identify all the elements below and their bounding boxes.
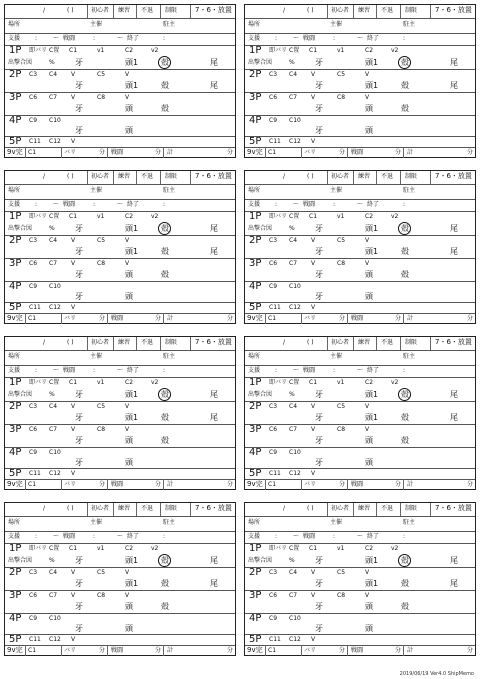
option-practice[interactable]: 練習 (358, 339, 371, 346)
place-row (5, 516, 235, 532)
option-beginner[interactable]: 初心者 (91, 505, 110, 512)
option-restricted[interactable]: 制限 (165, 7, 178, 14)
battle-start-label: 戦闘 (63, 35, 76, 42)
flagship-label: 駐主 (403, 353, 416, 360)
option-no-retreat[interactable]: 不退 (381, 7, 394, 14)
host-label: 主催 (90, 187, 103, 194)
option-no-retreat[interactable]: 不退 (381, 505, 394, 512)
phase-4-row: 4P C9 C10 (249, 447, 301, 458)
weekday-paren: ( ) (307, 505, 314, 512)
weekday-paren: ( ) (307, 339, 314, 346)
battle-start-label: 戦闘 (303, 201, 316, 208)
support-label: 支援 (8, 367, 21, 374)
phase-3-row: 3P C6 C7 V C8 V (9, 590, 130, 601)
host-label: 主催 (330, 519, 343, 526)
tail-label: 尾 (210, 556, 218, 565)
phase-3-row: 3P C6 C7 V C8 V (249, 92, 370, 103)
totals-row: 9v完 C1 バリ 分 戦闘 分 計 分 (247, 480, 474, 488)
phase-5-row: 5P C11 C12 V (245, 302, 475, 314)
record-card: / ( ) 初心者 練習 不退 制限 7・6・放置 場所 主催 駐主 支援 : ～ 戦闘 : ～ 終了 : 1P 即バリ C置 C1 v1 C2 v2 出撃合図 % 牙 頭1 殻 尾 2P C3 C4 V C5 V 牙 頭1 殻 尾 3P C6 C7 V C8 V 牙 頭 殻 4P C9 C10 牙 頭 5P C11 C12 V 9v完 C1 バリ 分 戦闘 分 計 分 (244, 4, 476, 158)
place-row (245, 350, 475, 366)
sortie-row: 出撃合図 % 牙 頭1 殻 尾 (245, 388, 475, 402)
host-label: 主催 (330, 353, 343, 360)
head1-label: 頭1 (365, 224, 379, 233)
flagship-label: 駐主 (163, 519, 176, 526)
option-beginner[interactable]: 初心者 (91, 7, 110, 14)
phase-5-row: 5P C11 C12 V (245, 634, 475, 646)
phase-5-row: 5P C11 C12 V (5, 136, 235, 148)
place-label: 場所 (248, 519, 261, 526)
phase-3-row: 3P C6 C7 V C8 V (9, 92, 130, 103)
option-no-retreat[interactable]: 不退 (141, 339, 154, 346)
support-label: 支援 (248, 201, 261, 208)
header-row (245, 337, 475, 351)
phase-4-row: 4P C9 C10 (9, 613, 61, 624)
totals-row: 9v完 C1 バリ 分 戦闘 分 計 分 (7, 148, 234, 156)
weekday-paren: ( ) (67, 7, 74, 14)
fang-label: 牙 (75, 224, 83, 233)
flagship-label: 駐主 (163, 21, 176, 28)
date-slash: / (43, 505, 46, 512)
place-row (5, 18, 235, 34)
sortie-row: 出撃合図 % 牙 頭1 殻 尾 (5, 222, 235, 236)
phase-label: 1P (249, 377, 262, 388)
head1-label: 頭1 (125, 390, 139, 399)
phase-5-row: 5P C11 C12 V (245, 468, 475, 480)
place-row (5, 184, 235, 200)
totals-row: 9v完 C1 バリ 分 戦闘 分 計 分 (7, 480, 234, 488)
phase-2-row: 2P C3 C4 V C5 V (249, 567, 370, 578)
phase-1-row: 1P 即バリ C置 C1 v1 C2 v2 (9, 211, 159, 222)
shell-label: 殻 (161, 556, 169, 565)
option-practice[interactable]: 練習 (118, 339, 131, 346)
weekday-paren: ( ) (307, 7, 314, 14)
shell-label: 殻 (161, 224, 169, 233)
weekday-paren: ( ) (307, 173, 314, 180)
support-label: 支援 (248, 35, 261, 42)
shell-label: 殻 (401, 390, 409, 399)
support-row: 支援 : ～ 戦闘 : ～ 終了 : (245, 365, 475, 378)
option-beginner[interactable]: 初心者 (91, 173, 110, 180)
battle-end-label: 終了 (127, 533, 140, 540)
place-row (245, 18, 475, 34)
phase-4-row: 4P C9 C10 (9, 447, 61, 458)
weekday-paren: ( ) (67, 339, 74, 346)
fang-label: 牙 (315, 556, 323, 565)
support-row: 支援 : ～ 戦闘 : ～ 終了 : (5, 365, 235, 378)
option-restricted[interactable]: 制限 (405, 339, 418, 346)
option-no-retreat[interactable]: 不退 (141, 7, 154, 14)
phase-2-row: 2P C3 C4 V C5 V (249, 69, 370, 80)
fang-label: 牙 (75, 58, 83, 67)
battle-start-label: 戦闘 (303, 533, 316, 540)
support-row: 支援 : ～ 戦闘 : ～ 終了 : (5, 531, 235, 544)
phase-3-row: 3P C6 C7 V C8 V (9, 258, 130, 269)
seven-six-abandon: 7・6・放置 (195, 504, 232, 512)
support-label: 支援 (248, 533, 261, 540)
phase-3-row: 3P C6 C7 V C8 V (249, 258, 370, 269)
place-row (245, 516, 475, 532)
head1-label: 頭1 (365, 58, 379, 67)
phase-label: 1P (9, 211, 22, 222)
phase-1-row: 1P 即バリ C置 C1 v1 C2 v2 (9, 45, 159, 56)
sortie-row: 出撃合図 % 牙 頭1 殻 尾 (245, 222, 475, 236)
phase-2-row: 2P C3 C4 V C5 V (9, 235, 130, 246)
phase-4-row: 4P C9 C10 (249, 115, 301, 126)
record-card: / ( ) 初心者 練習 不退 制限 7・6・放置 場所 主催 駐主 支援 : ～ 戦闘 : ～ 終了 : 1P 即バリ C置 C1 v1 C2 v2 出撃合図 % 牙 頭1 殻 尾 2P C3 C4 V C5 V 牙 頭1 殻 尾 3P C6 C7 V C8 V 牙 頭 殻 4P C9 C10 牙 頭 5P C11 C12 V 9v完 C1 バリ 分 戦闘 分 計 分 (244, 502, 476, 656)
phase-label: 1P (249, 45, 262, 56)
totals-row: 9v完 C1 バリ 分 戦闘 分 計 分 (247, 646, 474, 654)
option-practice[interactable]: 練習 (358, 505, 371, 512)
nine-v-complete: 9v完 (247, 480, 263, 488)
fang-label: 牙 (75, 390, 83, 399)
flagship-label: 駐主 (403, 187, 416, 194)
option-practice[interactable]: 練習 (118, 173, 131, 180)
phase-2-row: 2P C3 C4 V C5 V (9, 69, 130, 80)
sortie-label: 出撃合図 (8, 557, 33, 564)
sortie-label: 出撃合図 (8, 59, 33, 66)
battle-end-label: 終了 (127, 367, 140, 374)
option-restricted[interactable]: 制限 (165, 339, 178, 346)
place-row (245, 184, 475, 200)
place-label: 場所 (248, 353, 261, 360)
place-label: 場所 (8, 21, 21, 28)
sortie-label: 出撃合図 (248, 557, 273, 564)
phase-1-row: 1P 即バリ C置 C1 v1 C2 v2 (9, 543, 159, 554)
footer-version: 2019/06/19 Ver4.0 ShipMemo (399, 671, 474, 677)
phase-5-row: 5P C11 C12 V (5, 634, 235, 646)
phase-5-row: 5P C11 C12 V (5, 302, 235, 314)
phase-2-row: 2P C3 C4 V C5 V (9, 567, 130, 578)
phase-3-row: 3P C6 C7 V C8 V (9, 424, 130, 435)
sortie-row: 出撃合図 % 牙 頭1 殻 尾 (5, 554, 235, 568)
phase-2-row: 2P C3 C4 V C5 V (249, 235, 370, 246)
header-row (5, 171, 235, 185)
nine-v-complete: 9v完 (247, 314, 263, 322)
sortie-row: 出撃合図 % 牙 頭1 殻 尾 (5, 56, 235, 70)
flagship-label: 駐主 (163, 187, 176, 194)
option-practice[interactable]: 練習 (118, 505, 131, 512)
nine-v-complete: 9v完 (247, 148, 263, 156)
place-label: 場所 (8, 353, 21, 360)
place-label: 場所 (248, 187, 261, 194)
place-label: 場所 (8, 187, 21, 194)
seven-six-abandon: 7・6・放置 (195, 172, 232, 180)
record-card: / ( ) 初心者 練習 不退 制限 7・6・放置 場所 主催 駐主 支援 : ～ 戦闘 : ～ 終了 : 1P 即バリ C置 C1 v1 C2 v2 出撃合図 % 牙 頭1 殻 尾 2P C3 C4 V C5 V 牙 頭1 殻 尾 3P C6 C7 V C8 V 牙 頭 殻 4P C9 C10 牙 頭 5P C11 C12 V 9v完 C1 バリ 分 戦闘 分 計 分 (4, 170, 236, 324)
option-restricted[interactable]: 制限 (165, 173, 178, 180)
battle-end-label: 終了 (127, 201, 140, 208)
battle-start-label: 戦闘 (63, 201, 76, 208)
host-label: 主催 (90, 21, 103, 28)
phase-4-row: 4P C9 C10 (249, 281, 301, 292)
shell-label: 殻 (161, 58, 169, 67)
option-beginner[interactable]: 初心者 (91, 339, 110, 346)
battle-end-label: 終了 (367, 35, 380, 42)
flagship-label: 駐主 (403, 21, 416, 28)
fang-label: 牙 (315, 390, 323, 399)
phase-5-row: 5P C11 C12 V (5, 468, 235, 480)
nine-v-complete: 9v完 (7, 646, 23, 654)
phase-1-row: 1P 即バリ C置 C1 v1 C2 v2 (249, 45, 399, 56)
sortie-label: 出撃合図 (8, 225, 33, 232)
date-slash: / (283, 505, 286, 512)
option-no-retreat[interactable]: 不退 (381, 339, 394, 346)
record-card: / ( ) 初心者 練習 不退 制限 7・6・放置 場所 主催 駐主 支援 : ～ 戦闘 : ～ 終了 : 1P 即バリ C置 C1 v1 C2 v2 出撃合図 % 牙 頭1 殻 尾 2P C3 C4 V C5 V 牙 頭1 殻 尾 3P C6 C7 V C8 V 牙 頭 殻 4P C9 C10 牙 頭 5P C11 C12 V 9v完 C1 バリ 分 戦闘 分 計 分 (4, 502, 236, 656)
option-no-retreat[interactable]: 不退 (141, 505, 154, 512)
header-row (245, 171, 475, 185)
battle-start-label: 戦闘 (303, 35, 316, 42)
phase-4-row: 4P C9 C10 (9, 115, 61, 126)
host-label: 主催 (330, 21, 343, 28)
header-row (245, 503, 475, 517)
fang-label: 牙 (315, 224, 323, 233)
support-label: 支援 (8, 201, 21, 208)
sortie-row: 出撃合図 % 牙 頭1 殻 尾 (5, 388, 235, 402)
nine-v-complete: 9v完 (7, 480, 23, 488)
battle-start-label: 戦闘 (303, 367, 316, 374)
support-label: 支援 (8, 533, 21, 540)
phase-4-row: 4P C9 C10 (249, 613, 301, 624)
fang-label: 牙 (315, 58, 323, 67)
record-card: / ( ) 初心者 練習 不退 制限 7・6・放置 場所 主催 駐主 支援 : ～ 戦闘 : ～ 終了 : 1P 即バリ C置 C1 v1 C2 v2 出撃合図 % 牙 頭1 殻 尾 2P C3 C4 V C5 V 牙 頭1 殻 尾 3P C6 C7 V C8 V 牙 頭 殻 4P C9 C10 牙 頭 5P C11 C12 V 9v完 C1 バリ 分 戦闘 分 計 分 (4, 336, 236, 490)
phase-3-row: 3P C6 C7 V C8 V (249, 590, 370, 601)
option-beginner[interactable]: 初心者 (331, 173, 350, 180)
sortie-label: 出撃合図 (8, 391, 33, 398)
battle-end-label: 終了 (367, 201, 380, 208)
phase-4-row: 4P C9 C10 (9, 281, 61, 292)
seven-six-abandon: 7・6・放置 (435, 172, 472, 180)
phase-2-row: 2P C3 C4 V C5 V (249, 401, 370, 412)
place-label: 場所 (8, 519, 21, 526)
header-row (5, 503, 235, 517)
seven-six-abandon: 7・6・放置 (435, 338, 472, 346)
tail-label: 尾 (450, 556, 458, 565)
date-slash: / (43, 173, 46, 180)
header-row (5, 337, 235, 351)
host-label: 主催 (90, 353, 103, 360)
option-beginner[interactable]: 初心者 (331, 7, 350, 14)
place-row (5, 350, 235, 366)
nine-v-complete: 9v完 (7, 314, 23, 322)
option-beginner[interactable]: 初心者 (331, 339, 350, 346)
sortie-row: 出撃合図 % 牙 頭1 殻 尾 (245, 554, 475, 568)
option-practice[interactable]: 練習 (358, 173, 371, 180)
support-row: 支援 : ～ 戦闘 : ～ 終了 : (5, 199, 235, 212)
seven-six-abandon: 7・6・放置 (195, 338, 232, 346)
phase-label: 1P (9, 45, 22, 56)
support-label: 支援 (248, 367, 261, 374)
sortie-label: 出撃合図 (248, 225, 273, 232)
totals-row: 9v完 C1 バリ 分 戦闘 分 計 分 (7, 646, 234, 654)
phase-1-row: 1P 即バリ C置 C1 v1 C2 v2 (249, 377, 399, 388)
head1-label: 頭1 (365, 390, 379, 399)
date-slash: / (283, 173, 286, 180)
flagship-label: 駐主 (163, 353, 176, 360)
totals-row: 9v完 C1 バリ 分 戦闘 分 計 分 (247, 148, 474, 156)
option-practice[interactable]: 練習 (358, 7, 371, 14)
phase-1-row: 1P 即バリ C置 C1 v1 C2 v2 (249, 211, 399, 222)
phase-5-row: 5P C11 C12 V (245, 136, 475, 148)
tail-label: 尾 (210, 224, 218, 233)
phase-label: 1P (249, 211, 262, 222)
option-restricted[interactable]: 制限 (165, 505, 178, 512)
shell-label: 殻 (401, 58, 409, 67)
sortie-row: 出撃合図 % 牙 頭1 殻 尾 (245, 56, 475, 70)
support-row: 支援 : ～ 戦闘 : ～ 終了 : (5, 33, 235, 46)
tail-label: 尾 (450, 58, 458, 67)
place-label: 場所 (248, 21, 261, 28)
phase-label: 1P (9, 543, 22, 554)
phase-2-row: 2P C3 C4 V C5 V (9, 401, 130, 412)
option-practice[interactable]: 練習 (118, 7, 131, 14)
header-row (245, 5, 475, 19)
shell-label: 殻 (401, 224, 409, 233)
option-no-retreat[interactable]: 不退 (141, 173, 154, 180)
phase-3-row: 3P C6 C7 V C8 V (249, 424, 370, 435)
totals-row: 9v完 C1 バリ 分 戦闘 分 計 分 (7, 314, 234, 322)
sortie-label: 出撃合図 (248, 59, 273, 66)
weekday-paren: ( ) (67, 505, 74, 512)
flagship-label: 駐主 (403, 519, 416, 526)
tail-label: 尾 (210, 390, 218, 399)
tail-label: 尾 (450, 224, 458, 233)
head1-label: 頭1 (365, 556, 379, 565)
tail-label: 尾 (210, 58, 218, 67)
support-label: 支援 (8, 35, 21, 42)
weekday-paren: ( ) (67, 173, 74, 180)
battle-start-label: 戦闘 (63, 367, 76, 374)
head1-label: 頭1 (125, 224, 139, 233)
option-no-retreat[interactable]: 不退 (381, 173, 394, 180)
head1-label: 頭1 (125, 556, 139, 565)
head1-label: 頭1 (125, 58, 139, 67)
totals-row: 9v完 C1 バリ 分 戦闘 分 計 分 (247, 314, 474, 322)
phase-label: 1P (249, 543, 262, 554)
header-row (5, 5, 235, 19)
fang-label: 牙 (75, 556, 83, 565)
nine-v-complete: 9v完 (247, 646, 263, 654)
battle-end-label: 終了 (367, 533, 380, 540)
date-slash: / (283, 7, 286, 14)
tail-label: 尾 (450, 390, 458, 399)
battle-end-label: 終了 (127, 35, 140, 42)
phase-label: 1P (9, 377, 22, 388)
option-restricted[interactable]: 制限 (405, 505, 418, 512)
shell-label: 殻 (401, 556, 409, 565)
seven-six-abandon: 7・6・放置 (435, 504, 472, 512)
support-row: 支援 : ～ 戦闘 : ～ 終了 : (245, 199, 475, 212)
nine-v-complete: 9v完 (7, 148, 23, 156)
battle-start-label: 戦闘 (63, 533, 76, 540)
seven-six-abandon: 7・6・放置 (195, 6, 232, 14)
record-card: / ( ) 初心者 練習 不退 制限 7・6・放置 場所 主催 駐主 支援 : ～ 戦闘 : ～ 終了 : 1P 即バリ C置 C1 v1 C2 v2 出撃合図 % 牙 頭1 殻 尾 2P C3 C4 V C5 V 牙 頭1 殻 尾 3P C6 C7 V C8 V 牙 頭 殻 4P C9 C10 牙 頭 5P C11 C12 V 9v完 C1 バリ 分 戦闘 分 計 分 (244, 170, 476, 324)
record-card: / ( ) 初心者 練習 不退 制限 7・6・放置 場所 主催 駐主 支援 : ～ 戦闘 : ～ 終了 : 1P 即バリ C置 C1 v1 C2 v2 出撃合図 % 牙 頭1 殻 尾 2P C3 C4 V C5 V 牙 頭1 殻 尾 3P C6 C7 V C8 V 牙 頭 殻 4P C9 C10 牙 頭 5P C11 C12 V 9v完 C1 バリ 分 戦闘 分 計 分 (244, 336, 476, 490)
host-label: 主催 (90, 519, 103, 526)
phase-1-row: 1P 即バリ C置 C1 v1 C2 v2 (9, 377, 159, 388)
date-slash: / (43, 339, 46, 346)
sortie-label: 出撃合図 (248, 391, 273, 398)
phase-1-row: 1P 即バリ C置 C1 v1 C2 v2 (249, 543, 399, 554)
battle-end-label: 終了 (367, 367, 380, 374)
seven-six-abandon: 7・6・放置 (435, 6, 472, 14)
option-restricted[interactable]: 制限 (405, 173, 418, 180)
host-label: 主催 (330, 187, 343, 194)
option-beginner[interactable]: 初心者 (331, 505, 350, 512)
record-card: / ( ) 初心者 練習 不退 制限 7・6・放置 場所 主催 駐主 支援 : ～ 戦闘 : ～ 終了 : 1P 即バリ C置 C1 v1 C2 v2 出撃合図 % 牙 頭1 殻 尾 2P C3 C4 V C5 V 牙 頭1 殻 尾 3P C6 C7 V C8 V 牙 頭 殻 4P C9 C10 牙 頭 5P C11 C12 V 9v完 C1 バリ 分 戦闘 分 計 分 (4, 4, 236, 158)
option-restricted[interactable]: 制限 (405, 7, 418, 14)
date-slash: / (283, 339, 286, 346)
date-slash: / (43, 7, 46, 14)
support-row: 支援 : ～ 戦闘 : ～ 終了 : (245, 531, 475, 544)
support-row: 支援 : ～ 戦闘 : ～ 終了 : (245, 33, 475, 46)
shell-label: 殻 (161, 390, 169, 399)
